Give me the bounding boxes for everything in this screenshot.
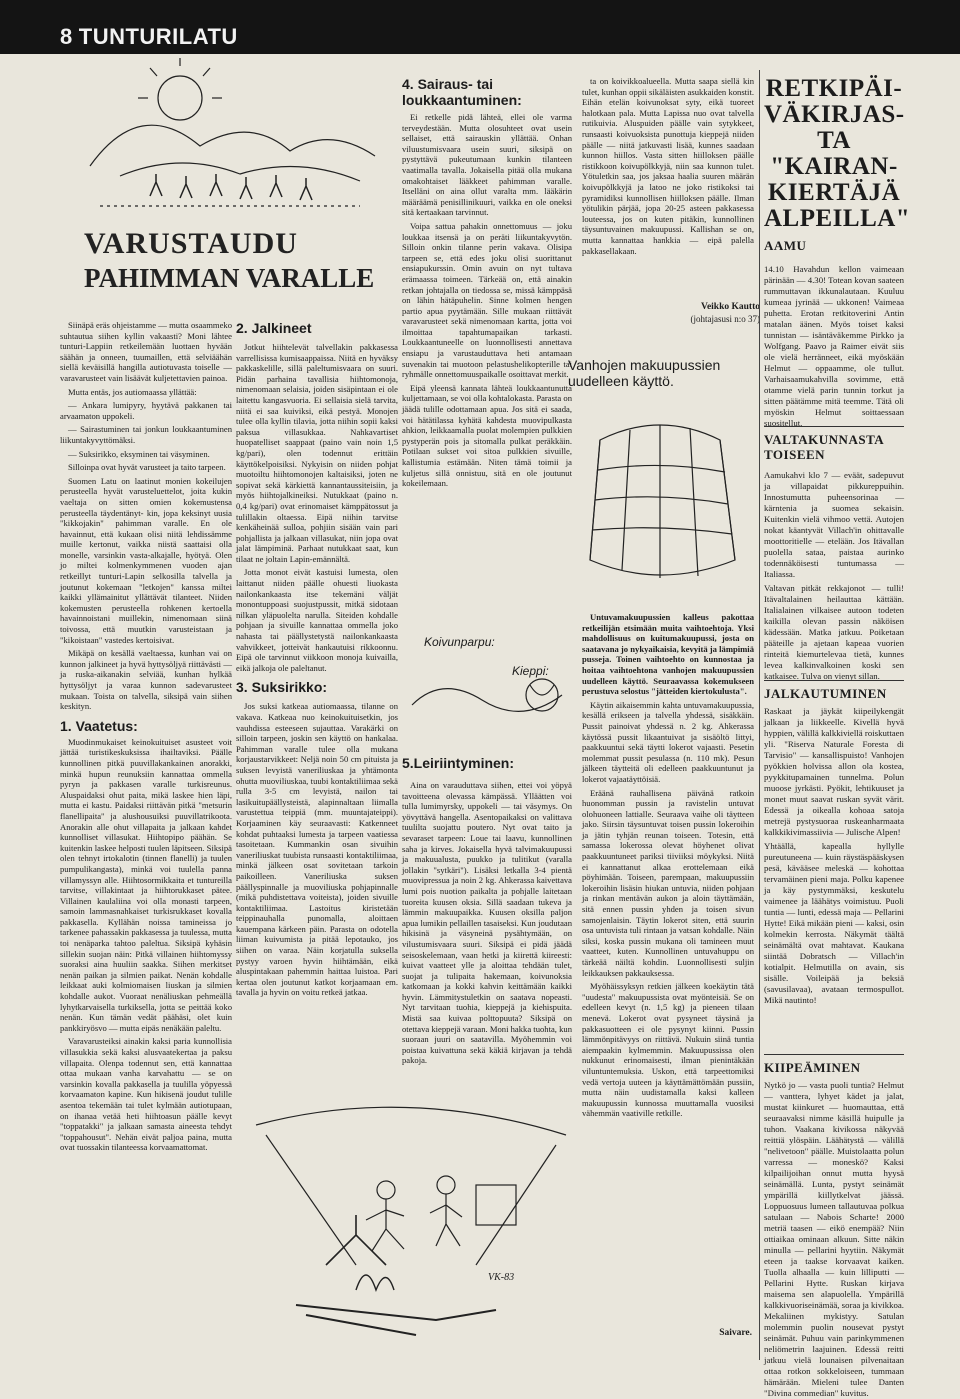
signature-name: Veikko Kautto <box>700 302 760 312</box>
skiers-illustration <box>60 56 380 236</box>
sidebar-valta-text <box>764 470 904 681</box>
sleeping-bag-headline <box>568 357 753 389</box>
kieppi-label-2: Kieppi: <box>512 664 549 678</box>
paragraph: Mikäpä on kesällä vaeltaessa, kunhan vai on kunnon jalkineet ja hyvä hyttysöljyä riittävästi — ja ruska-aikanakin selviää, kunhan hylkää hyttysöljyt ja varaa kunnon sadevarusteet mukaan. Toista on talvella, siksipä vain siihen keskityn. <box>60 648 232 712</box>
paragraph: Valtavan pitkät rekkajonot — tulli! Itävaltalainen heilauttaa kättään. Italialainen vilkaisee autoon todeten kaikilla olevan passin näköisen kädessään. Matka jatkuu. Poiketaan pääteille ja ajetaan kapeaa vuorien rinteitä kiemurtelevaa tietä, kunnes levea kalkinvalkoinen koski sen katkaisee. Tulva on vienyt sillan. <box>764 583 904 681</box>
column-2 <box>236 320 398 998</box>
paragraph: Myöhäissyksyn retkien jälkeen koekäytin tätä "uudesta" makuupussista ovat myönteisiä. Se on edelleen kevyt (n. 1,5 kg) ja pieneen tilaan menevä. Lokerot ovat pysyneet täysinä ja pakkasuotteen ei ole pysynyt kiinni. Pussin lämmönpitävyys on riittävä. Nukuin siinä tuntia aiempaakin kylmemmin. Makuupussissa olen nukkunut erinomaisesti, ilman pienintäkään viluntuntemuksia. Uskon, että tarpeettomiksi vedä vertoja uuteen ja käyttämättömään pussiin, mutta näin uudistamalla kaksi kalleen makuupussin kunnossa muuttamalla vuosiksi vähemmän vaativille retkille. <box>582 981 754 1119</box>
paragraph: Suomen Latu on laatinut monien kokeilujen perusteella hyvät varusteluettelot, joita kukin vaeltaja on sitten omien kokemustensa perusteella täydentänyt- kin, jopa keksinyt uusia "kikkojakin" pahimman varalle. En ole havainnut, että kukaan olisi niitä lehdissämme muille kertonut, vaikka niistä saattaisi olla monelle, varsinkin vasta-alkajalle, hyötyä. Olen jo miltei kolmenkymmenen vuoden ajan retkeillyt tunturi-Lapin selkosilla talvella ja joutunut kokemaan "letkojen" kanssa miltei kaikki yllämainitut yllättävät tilanteet. Niiden kokemusten perusteella rohkenen kertoella havainnoistani muillekin, nimenomaan siinä toivossa, että muutkin varusteistaan ja "kikoistaan" vastedes kertoisivat. <box>60 475 232 645</box>
section-heading-suksirikko: 3. Suksirikko: <box>236 679 328 696</box>
paragraph: Silloinpa ovat hyvät varusteet ja taito tarpeen. <box>68 462 226 473</box>
column-divider <box>759 70 760 1360</box>
signature-title: (johtajasusi n:o 37) <box>690 314 760 324</box>
sleeping-bag-illustration <box>560 410 760 600</box>
sun-icon <box>158 76 202 120</box>
sidebar-rule <box>764 680 904 681</box>
list-item: — Sairastuminen tai jonkun loukkaantuminen liikuntakyvyttömäksi. <box>60 424 232 445</box>
kieppi-illustration <box>402 655 582 735</box>
intro-paragraph: Siinäpä eräs ohjeistamme — mutta osaammeko suhtautua siihen kyllin vakaasti? Moni lähtee tunturi-Lappiin retkeilemään luottaen hyvään säähän ja onneen, tuumaillen, että selviäähän siellä keväisillä hangilla autiotuvasta toiselle — varavarusteet vain lisäävät kuljetettavien painoa. <box>60 320 232 383</box>
sleeping-bag-headline-2: uudelleen käyttö. <box>568 373 674 389</box>
campfire-illustration <box>236 1065 576 1365</box>
masthead-title: 8 TUNTURILATU <box>60 24 238 49</box>
sleeping-bag-signature: Saivare. <box>719 1328 752 1338</box>
paragraph: Käytin aikaisemmin kahta untuvamakuupussia, kesällä erikseen ja talvella yhdessä, sisäkkäin. Pussit painoivat yhdessä n. 2 kg. Ahkerassa käytössä pussit likaantuivat ja sisäöltö littyi, paakkuuntui sekä täytti lokerot vajaasti. Pesetin molemmat pussit pesulassa (n. 110 mk). Pesun jälkeen täytteitä oli edelleen paakkuuntunut ja lokerot vajaatäyttöisiä. <box>582 699 754 784</box>
paragraph: Voipa sattua pahakin onnettomuus — joku loukkaa itsensä ja on peräti liikuntakyvytön. Silloin onkin tilanne perin vakava. Olisipa tarpeen se, että edes joku olisi suorittanut ensiapukurssin. Omin avuin on nyt tultava erämaassa toimeen. Tärkeää on, että ainakin retkan johtajalla on tiedossa se, missä kämppäsä on lähin hätäpuhelin. Sinne kolmen hengen partio apua pyytämään. Sille mukaan riittävät varavarusteet sekä nimenomaan kartta, jotta voi ilmoittaa tapahtumapaikan tarkasti. Loukkaantuneelle on luonnollisesti annettava ensiapu ja varustauduttava heti antamaan suvenakin tai muotoon pelastushelikopterille tai ryhmälle onnettomuuspaikalle osoittavat merkit. <box>402 220 572 380</box>
sidebar-aamu-text <box>764 264 904 428</box>
paragraph: Eipä yleensä kannata lähteä loukkaantunutta kuljettamaan, se voi olla kohtalokasta. Parasta on jäädä tulille odottamaan apua. Jos sitä ei saada, voi hätätilassa kyhätä kahdesta muovipulkasta ahkion, leikkaamalla puolat molempien pulkkien pystyperän pois ja sitomalla pulkat peräkkäin. Potilaan sukset voi sitoa pulkkien sivuille, kallistumia estämään. Niten tämä toimii ja kuljetus sillä onnistuu, sitä en ole joutunut kokeilemaan. <box>402 382 572 489</box>
column-3-leiri-heading <box>402 755 572 771</box>
paragraph: Raskaat ja jäykät kiipeilykengät jalkaan ja liikkeelle. Kivellä hyvä hyppien, välillä kalkkiviellä roiskuttaen yli. "Riserva Naturale Foresta di Tarvisio" — kansallispuisto! Vanhojen pyökkien holvissa allon ola kostea, pyykkitupamainen tunnelma. Polun muoose jyrkästi. Pyökit, lehtikuuset ja monet muut saavat ruskan syvät värit. Edessä ja oikealla kohoaa satoja metrejä pystysuoraa ruskeanharmaata kalkkikivimassiivia — Julische Alpen! <box>764 706 904 837</box>
paragraph: Jos suksi katkeaa autiomaassa, tilanne on vakava. Katkeaa nuo keinokuituisetkin, jos vauhdissa esteeseen sujauttaa. Varakärki on silloin tarpeen, joskin sen käyttö on hankalaa. Pahimman varalle tulee olla mukana korjaustarvikkeet: Neljä noin 50 cm pituista ja suksen levyistä vaneriliuskaa ja yhtämonta ohutta muoviliuskaa, tuubi kontaktiliimaa sekä rulla 3-5 cm levyistä, nailon tai lasikuitupäällysteistä, alapinnaltaan liimalla varustettua teippiä (mm. muuntajateippi). Korjaaminen käy seuraavasti: Katkenneet kohdat puhtaaksi lumesta ja tarpeen vaatiessa tasoitetaan. Kummankin osan sivuihin vaneriliuskat tuubista runsaasti kontaktiliimaa, minkä jälkeen osat sovitetaan tarkoin paikoilleen. Vaneriliuska suksen päällyspinnalle ja muoviliuska pohjapinnalle (mikä puhdistettava voiteista), joiden sivuille kontaktiliimaa. Lastoitus kiristetään teippinauhalla punomalla, aloittaen kauempana kärkeen päin. Parasta on odotella liiman kuivumista ja pitää lepotauko, jos siihen on varaa. Näin korjatulla suksella pystyy varoen hyvin hiihtämään, eikä aluspintakaan pahemmin haittaa luistoa. Pari kertaa olen joutunut katkot korjaamaan em. tavalla ja hyvin on voitu retkeä jatkaa. <box>236 701 398 998</box>
sleeping-bag-caption: Untuvamakuupussien kalleus pakottaa retkeilijän etsimään muita vaihtoehtoja. Yksi mahdollisuus on kuitumakuupussi, josta on saatavana jo nykyaikaisia, kevyitä ja lämpimiä pusseja. Toinen vaihtoehto on kunnostaa ja hoitaa vaihtoehtona vanhojen makuupussien uudelleen käyttö. Seuraavassa kokemukseen perustuva selostus "jätteiden kiertokulusta". <box>582 612 754 697</box>
article-headline-line2: PAHIMMAN VARALLE <box>84 263 375 293</box>
person-head-icon <box>377 1181 395 1199</box>
article-headline-line1: VARUSTAUDU <box>84 227 298 260</box>
section-heading-sairaus: 4. Sairaus- tai loukkaantuminen: <box>402 76 522 108</box>
section-heading-vaatetus: 1. Vaatetus: <box>60 717 138 734</box>
sidebar-heading-kiipeaminen: KIIPEÄMINEN <box>764 1060 861 1075</box>
paragraph: Ei retkelle pidä lähteä, ellei ole varma terveydestään. Mutta olosuhteet ovat usein sellaiset, että sairauskin yllättää. Onhan viluustumisvaara usein suuri, siksipä on pystyttävä pukeutumaan kunkin tilanteen vaatimalla tavalla. Jokaisella pitää olla mukana omakohtaiset lääkkeet pahimman varalle. Itselläni on aina ollut varalta mm. lääkärin määräämä penisillinikuuri, vaikka en ole oneksi sitä kertaakaan tarvinnut. <box>402 112 572 218</box>
column-4-bottom <box>582 612 754 1322</box>
sidebar-title-line: VÄKIRJAS- <box>764 101 905 128</box>
list-item: — Suksirikko, eksyminen tai väsyminen. <box>68 448 210 459</box>
kieppi-label-1: Koivunparpu: <box>424 635 495 649</box>
column-3-bottom <box>402 780 572 1070</box>
sleeping-bag-headline-1: Vanhojen makuupussien <box>568 357 721 373</box>
sidebar-heading-jalkautuminen: JALKAUTUMINEN <box>764 686 887 701</box>
artist-mark: VK-83 <box>488 1272 515 1283</box>
list-intro: Mutta entäs, jos autiomaassa yllättää: <box>68 386 197 397</box>
section-heading-leiriintyminen: 5.Leiriintyminen: <box>402 755 515 771</box>
masthead-bar <box>0 0 960 54</box>
column-3-top <box>402 112 572 489</box>
sidebar-kiipe-text <box>764 1080 904 1398</box>
paragraph: Jotta monot eivät kastuisi lumesta, olen laittanut niiden päälle ohuesti liuokasta nailonkankaasta itse tekemäni väljät monontuppoasi suojustpussit, mitkä sidotaan nilkan yläpuolelta narulla. Siteiden kohdalle pohjaan ja sivuille kannattaa ommella joko nahasta tai päällystetystä nailonkankaasta vahvikkeet, jotteivät hankautuisi rikkoonnu. Eipä ole tarvinnut viikkoon monoja kuivailla, eikä jalkoja ole paleltanut. <box>236 567 398 673</box>
paragraph: Varavarusteiksi ainakin kaksi paria kunnollisia villasukkia sekä kaksi alusvaatekertaa ja paksu villapaita. Olenpa todennut sen, että kannattaa ottaa mukaan vanha karvahattu — se on varsinkin kovalla pakkasella ja tuulilla yöpyessä korvaamaton kapine. Kun hikisenä joudut tulille asentoa tekemään tai tulet kylmään autiotupaan, on ihanaa vetää heti hiihtoasun päälle kevyt "toppatakki" ja jalkaan samasta aineesta tehdyt "toppahousut". Nehän eivät paljoa paina, mutta ovat tuossakin tilanteessa korvaamattomat. <box>60 1036 232 1153</box>
sidebar-title-line: KIERTÄJÄ <box>767 179 901 206</box>
sidebar-heading-aamu: AAMU <box>764 238 807 253</box>
paragraph: Nytkö jo — vasta puoli tuntia? Helmut — vanttera, lyhyet kädet ja jalat, mustat kiinkuret — huomauttaa, että seuraavaksi nimme käsillä huipulle ja tuhon. Vaakana kivikossa näkyvää reittiä ylöspäin. Läähätystä — välillä "nelivetoon" päälle. Muistolaatta polun varressa — moneskö? Kaksi kilpailijoihan onnut mutta hyysä seinämällä. Lunta, pystyt seinämät ympärillä kiillytkelvat jäässä. Loppuosuus lumeen tallautuvaa polkua satulaan — Nabois Scharte! 2000 metriä taasen — eikö enempää? Niin ottiaikaa ominaan alkuun. Sitte näkin minulla — pellarini hyytiin. Näkymät eteen ja taakse korvaavat kaiken. Tuolla alhaalla — kuin lilliputti — Pellarini Hytte. Ruskan kirjava maisema sen alapuolella. Ympärillä kalkkivuoriseinämää, soraa ja kivikkoa. Mekaliinen mykistyy. Satulan molemmin puolin nousevat pystyt seinämät. Puhuu vain parinkymmenen neliömetrin laajuinen. Edessä reitti jatkuu vielä lounaisen pilvenaitaan ottaa rotkon sokkeloiseen, tummaan hämärään. Mieleni tulee Danten "Divina commedian" kuvitus. <box>764 1080 904 1398</box>
paragraph: Yhtäällä, kapealla hyllylle pureutuneena — kuin räystäspääskysen pesä, kävääsee meleskä — kohottaa tervamäinen pieni maja. Polku kapenee ja käy pystymmäksi, keskutelu vaimenee ja läähätys voimistuu. Puoli tuntia — lunti, edessä maja — Pellarini Hytte! Eikä mikään pieni — kaksi, osin kolmekin kerrosta. Näkymät täältä seinämältä ovat mahtavat. Kaukana siintää Dobratsch — Villach'in kotialpit. Helmutilla on avain, sis sisälle. Voileipää ja beksiä (savusilavaa), avataan termospullot. Mikä nautinto! <box>764 841 904 1005</box>
sidebar-title <box>764 75 911 232</box>
section-heading-jalkineet: 2. Jalkineet <box>236 320 312 336</box>
column-3-heading <box>402 76 572 108</box>
paragraph: Muodinmukaiset keinokuituiset asusteet voit jättää turistikeskuksissa ihailtaviksi. Päälle kunnollinen pitkä puuvillakankainen anorakki, minkä hupun reunuksiin kannattaa ommella pyryn ja pakkasen varalle turkisreunus. Aluspaidaksi ohut paita, mikä laskee hien läpi, mutta ei kastu. Paidaksi riittävän pitkä "metsurin flanellipaita" ja alushousuiksi puuvillatrikoota. Anorakin alle ohut villapaita ja jalkaan kahdet kunnolliset villasukat. Hiihtopipo päähän. Se kuitenkin laskee helposti tuulen läpitseen. Siksipä olen tehnyt irtokalotin (tinnen flanelli) ja tuulen pumpulikangasta), minkä voi tuulella panna villamyssyn alle. Hiihtosormikkaita et tuntureilla tarvitse, villakintaat ja hiihtorukkaset pätee. Villainen kaulaliina voi olla monasti tarpeen, samoin lammasnahkaiset turkisrukkaset kovalla pakkasella. Kyllähän noissa tamineissa jo tarkenee pahassakin pakkasessa ja tuulessa, mutta toi nenäparka tahtoo paleltua. Siksipä kyhäsin sillekin suojan näin: Pitkä villainen hiihtomyssy suoraksi aina huuliin saakka. Siihen merkitset nenän paikan ja silmien paikat. Nenän kohdalle leikkaat auki kolmiomaisen liuskan ja silmien kohdalle aukot. Vuoraat nenäliuskan pehmeällä lyhytkarvaisella turkiksella, jotta se peittää koko nenän. Kun tämän vedät päähäsi, olet kuin pankkiryösvo — mutta eipäs nenäkään paleltu. <box>60 736 232 1033</box>
list-item: — Ankara lumipyry, hyytävä pakkanen tai arvaamaton uppokeli. <box>60 400 232 421</box>
sidebar-rule <box>764 426 904 427</box>
sidebar-heading-valtakunnasta: VALTAKUNNASTA TOISEEN <box>764 432 884 462</box>
sidebar-title-line: RETKIPÄI- <box>765 75 903 102</box>
sidebar-jalka-text <box>764 706 904 1046</box>
paragraph: Aina on varauduttava siihen, ettei voi yöpyä tavoitteena olevassa kämpässä. Ylläätten voi tulla lumimyrsky, uppokeli — tai väsymys. On yövyttävä hangella. Asentopaikaksi on valittava tuulilta suojattu poutero. Nyt ovat taito ja sevaraset tarpeen: Loue tai laavu, kunnollinen saha ja kirves. Jokaisella hyvä talvimakuupussi ja makuualusta, puukko ja tulitikut (varalla jollakin "sytkäri"). Lisäksi letkalla 3-4 pientä muovipressua ja noin 2 kg. Ahkerassa kaivettava lumi pois nuotion paikalta ja pohjalle laitetaan tuoreita kuusen oksia. Sillä saadaan tukeva ja lämmin makuupaikka. Kuusen oksilla paljon apua lumikin pellaillen tasaiseksi. Kun joudutaan hikisinä ja väsyneinä pysähtymään, on vilustumisvaara suuri. Siksipä ei pidä jäädä seisoskelemaan, vaan hetki ja kiirettä kiireesti: kuivat vaatteet ylle ja aloittaa tehdään tulet, suojat ja tulipaita hakemaan, koivunoksia katkomaan ja kokki kahvin keittämään kaikki hyvin. Lämmitystuletkin on saatava nopeasti. Nyt tarvitaan tuohia, kieppejä ja kiehispuita. Mistä saa kuivaa polttopuuta? Siksipä on otettava kieppejä varaan. Moni hakka tuohta, kun suoraan juuri on saatavilla. Myöhemmin voi poistaa kuivattuna sekä käkiä kirjavan ja tehdä pakoja. <box>402 780 572 1066</box>
sidebar-title-line: ALPEILLA" <box>764 205 911 232</box>
paragraph: Jotkut hiihtelevät talvellakin pakkasessa varrellisissa kumisaappaissa. Niitä en hyväksy pakkaskelille, sillä paleltumisvaara on suuri. Pidän parhaina tavallisia hiihtomonoja, nimenomaan selaisia, joiden sisäpintaan ei ole laitettu kangasvuoria. Ei sellaisia sielä tarvita, niitä ei saa kuiviksi, eikä pestyä. Monojen tulee olla kyllin tilavia, jotta niihin sopii kaksi paksua villasukkaa. Nahkavartiset huopatelliset saappaat (paino vain noin 1,5 kg/pari), olen todennut erittäin käyttökelpoisiksi. Nykyisin on niiden pohjat muotoiltu hiihtomonojen kaltaisiksi, joten ne sopivat sekä kärkiettä kannantaussiteisiin, ja myös hiihtojalkineiksi. Nutukkaat (paino n. 0,4 kg/pari) ovat erinomaiset kämppätossut ja tulillakin oltaessa. Eipä niihin tarvitse kenkäheinää sulloa, pohjiin sisään vain pari pohjallista ja jalkaan villasukat, niin jopa ovat jalat lämpiminä. Parhaat nutukkaat saat, kun tilaat ne joltain Lapin-emännältä. <box>236 342 398 564</box>
paragraph: 14.10 Havahdun kellon vaimeaan pärinään — 4.30! Totean kovan saateen rummuttavan ikkunalautaan. Kuuluu kumeaa jyrinää — ukkonen! Vaimeaa puhetta. Erotan retkitoverini Antin matalan äänen. Myös toiset kaksi tunnistan — isäntäväkemme Pirkko ja Wolfgang. Paavo ja Raimer eivät siis ole vielä herränneet, eikä myöskään Helmut — oppaamme, ole tullut. Varhaisaamukahvilla sovimme, että otamme vielä parin tunnin torkut ja sitten päätämme mitä teemme. Tätä oli myöskin Helmut soittaessaan suositellut. <box>764 264 904 428</box>
column-1 <box>60 320 232 1370</box>
paragraph: Aamukahvi klo 7 — eväät, sadepuvut ja villapaidat pikkureppuihin. Innostumutta puheensorinaa — kärntenia ja suomea sekaisin. Kuitenkin vielä vihmoo vettä. Autojen nokat käantyvät Villach'in ohittavalle moottoritielle — etelään. Jos Itävallan puolella sataa, paistaa aurinko todennäköisesti tuntumassa — Italiassa. <box>764 470 904 579</box>
column-4-top <box>582 76 754 306</box>
paragraph: ta on koivikkoalueella. Mutta saapa siellä kin tulet, kunhan oppii sikäläisten asukkaiden konstit. Eihän etelän koivunoksat syty, eikä tuoreet halotkaan pala. Mutta Lapissa nuo ovat talvella rutikuivia. Aluspuiden päälle vain sytykkeet, runsaasti koivuoksista punottuja kieppejä niiden päälle — niitä jatkuvasti lisää, kunnes saadaan kunnon hiillos. Vasta sitten hiilloksen päälle ristikkoon koivupölkkyjä, niin saa kunnon tulet. Yötuletkin saa, jos jaksaa haalia suuren määrän koivupölkkyjä ja latoo ne joko ristikoksi tai pyramidiksi kunnollisen hiilloksen päälle. Ilman yötulikin pärjää, jopa 20-25 asteen pakkasessa louteessa, jos on kuten pitäkin, kunnollinen täysuntuvainen makuupussi. Kallishan se on, mutta kannattaa hankkia — eipä palella pakkasellakaan. <box>582 76 754 256</box>
paragraph: Eräänä rauhallisena päivänä ratkoin huonomman pussin ja ravistelin untuvat olohuoneen lattialle. Seuraava vaihe oli täytteen jako. Siirsin täysuntuvat toisen pussin lokeroihin ja jätin tyhjän reunan toiseen. Totesin, että samassa lokerossa olevat höyhenet olivat paakkuuntuneet pariksi tiiviiksi möykyksi. Niitä ei kannattanut alkaa erottelemaan eikä pöyhimään. Toiseen, parempaan, makuupussiin lokeroihin lisäsin hiukan untuvia, niiden pohjaan ja rinkan mentävän aukon ja aloin täyttämään, sitä ennen pussin yhden ja toisen sivun samojenlaisin. Täytin lokerot siten, että suurin osa untuvista tuli rintaan ja vatsan kohdalle. Näin siksi, koska pussin mukana oli tamineen muut vaatteet, kuten. Kunnollinen untuvahuppu on tärkeää näiltä kohdin. Luonnollisesti suljin leikkauksen pakkauksessa. <box>582 787 754 978</box>
sidebar-title-line: TA "KAIRAN- <box>770 127 898 180</box>
sidebar-rule <box>764 1054 904 1055</box>
